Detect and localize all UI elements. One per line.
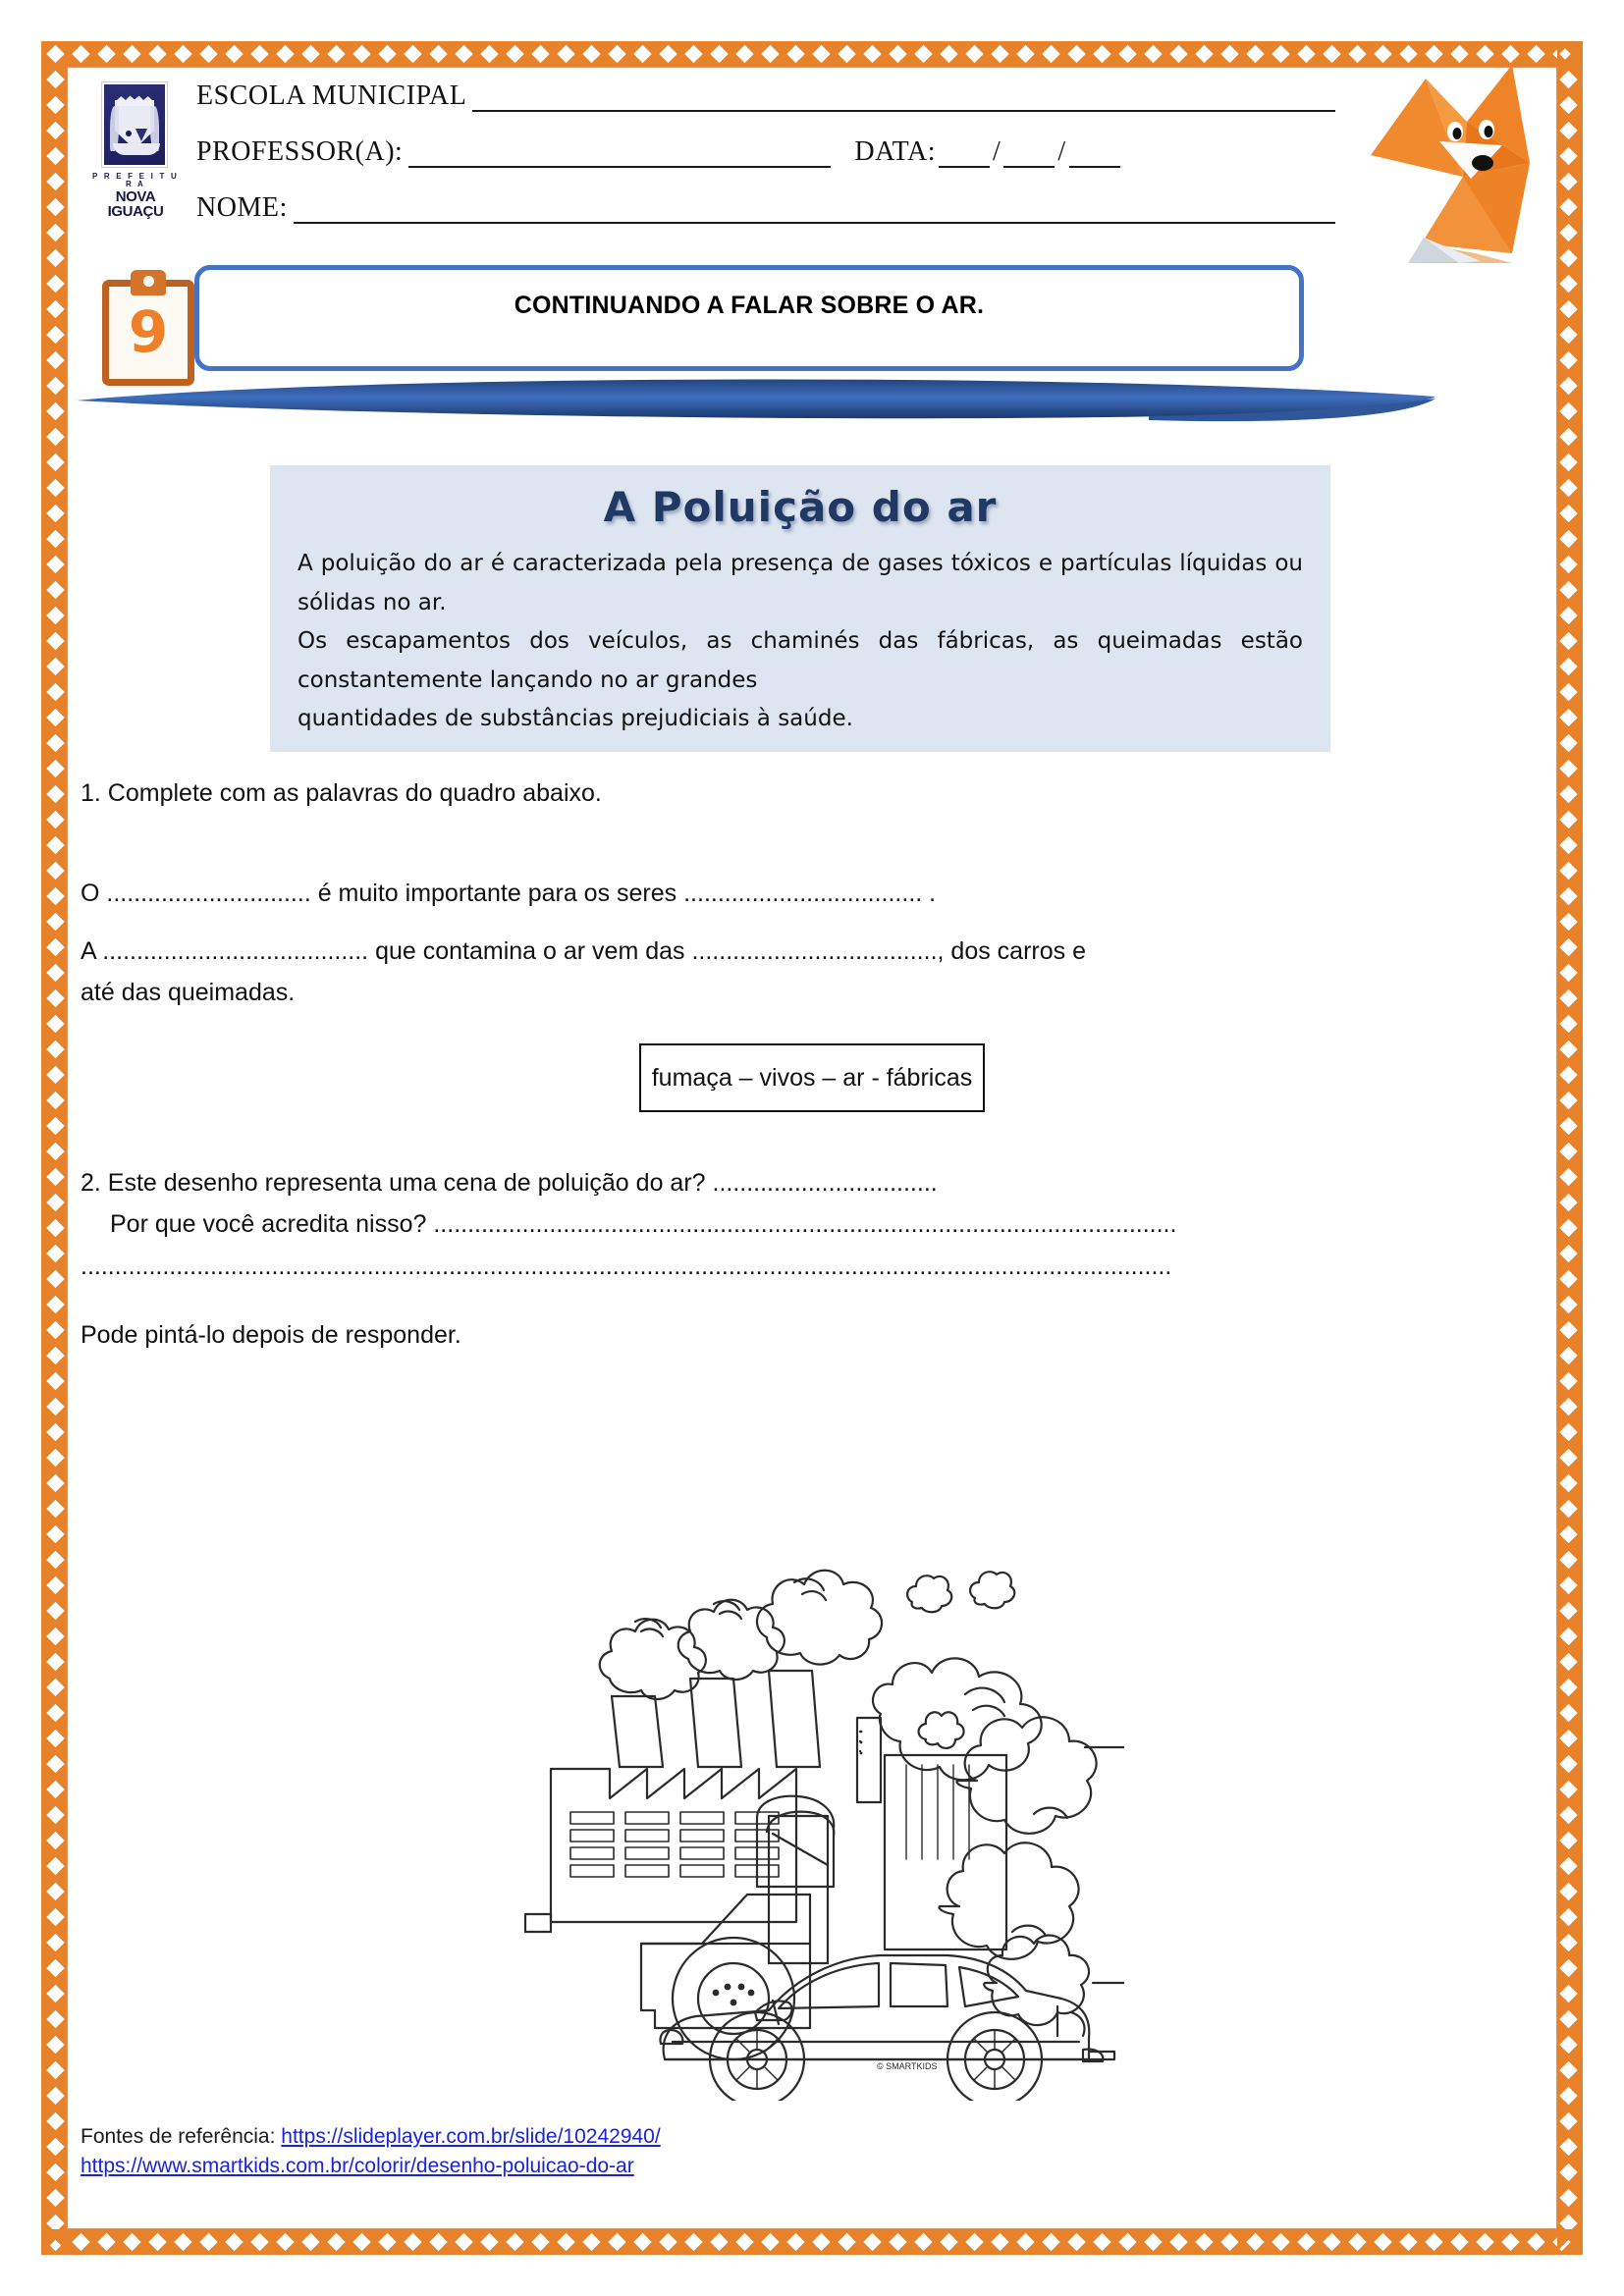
field-data-label: DATA:: [854, 136, 937, 167]
clipboard-icon: [102, 270, 194, 386]
word-bank-text: fumaça – vivos – ar - fábricas: [651, 1063, 973, 1092]
field-professor-and-data: [196, 136, 1335, 168]
field-escola-input[interactable]: [472, 88, 1335, 112]
question-1-blank-line-2b: até das queimadas.: [81, 978, 296, 1006]
info-box-title: A Poluição do ar: [603, 483, 998, 531]
date-sep-1: /: [993, 136, 1001, 167]
question-2-line-3[interactable]: ................................................................................................................................................................: [81, 1252, 1172, 1280]
info-text-box: [270, 465, 1330, 752]
question-1-spacer: [81, 817, 1543, 872]
zigzag-border-bottom: [41, 2229, 1583, 2255]
activity-number: 9: [128, 298, 169, 365]
field-professor-input[interactable]: [408, 144, 831, 168]
blue-swoosh-divider: [69, 371, 1443, 424]
question-2-note: Pode pintá-lo depois de responder.: [81, 1320, 461, 1349]
header-fields: [196, 80, 1335, 248]
worksheet-sheet: [69, 69, 1555, 2228]
reference-sources: [81, 2122, 1455, 2182]
field-escola-label: ESCOLA MUNICIPAL: [196, 80, 467, 111]
word-bank-box: [639, 1043, 985, 1112]
field-nome: [196, 192, 1335, 224]
municipal-crest-icon: [102, 82, 167, 167]
source-link-2[interactable]: https://www.smartkids.com.br/colorir/desenho-poluicao-do-ar: [81, 2155, 634, 2178]
prefeitura-wordmark: [88, 173, 183, 219]
field-nome-input[interactable]: [294, 200, 1335, 224]
date-year-input[interactable]: [1069, 144, 1120, 168]
origami-fox-icon: [1365, 61, 1561, 267]
info-box-body: [298, 545, 1303, 739]
info-paragraph-1: A poluição do ar é caracterizada pela presença de gases tóxicos e partículas líquidas ou sólidas no ar.: [298, 551, 1303, 615]
zigzag-border-top: [41, 41, 1583, 67]
question-1-blank-line-1[interactable]: O .............................. é muito importante para os seres ................................... .: [81, 880, 937, 908]
info-paragraph-3: quantidades de substâncias prejudiciais à saúde.: [298, 706, 853, 732]
field-professor-label: PROFESSOR(A):: [196, 136, 404, 167]
sources-line-1: [81, 2122, 1455, 2152]
question-1-blank-line-2[interactable]: A ....................................... que contamina o ar vem das ...................................., dos carros e: [81, 936, 1086, 965]
date-sep-2: /: [1057, 136, 1066, 167]
activity-title: CONTINUANDO A FALAR SOBRE O AR.: [514, 291, 985, 319]
activity-title-banner: [194, 265, 1304, 371]
sources-line-2: [81, 2152, 1455, 2181]
zigzag-border-left: [41, 41, 67, 2255]
question-2-line-1[interactable]: 2. Este desenho representa uma cena de poluição do ar? .................................: [81, 1169, 938, 1197]
source-link-1[interactable]: https://slideplayer.com.br/slide/10242940/: [281, 2125, 661, 2148]
zigzag-border-right: [1557, 41, 1583, 2255]
question-1-prompt: 1. Complete com as palavras do quadro abaixo.: [81, 779, 602, 807]
prefeitura-small-label: P R E F E I T U R A: [92, 172, 179, 188]
air-pollution-coloring-drawing: [515, 1522, 1124, 2101]
sources-label: Fontes de referência:: [81, 2125, 276, 2148]
svg-text:© SMARTKIDS: © SMARTKIDS: [877, 2061, 938, 2071]
field-nome-label: NOME:: [196, 192, 288, 223]
date-month-input[interactable]: [1003, 144, 1055, 168]
questions-area: [81, 775, 1543, 1359]
prefeitura-big-label: NOVA IGUAÇU: [107, 188, 164, 220]
info-paragraph-2: Os escapamentos dos veículos, as chaminés das fábricas, as queimadas estão constantemente lançando no ar grandes: [298, 628, 1303, 693]
field-escola-municipal: [196, 80, 1335, 112]
date-day-input[interactable]: [939, 144, 990, 168]
question-2-line-2[interactable]: Por que você acredita nisso? .............................................................................................................: [110, 1210, 1177, 1239]
field-data: [854, 136, 1122, 168]
